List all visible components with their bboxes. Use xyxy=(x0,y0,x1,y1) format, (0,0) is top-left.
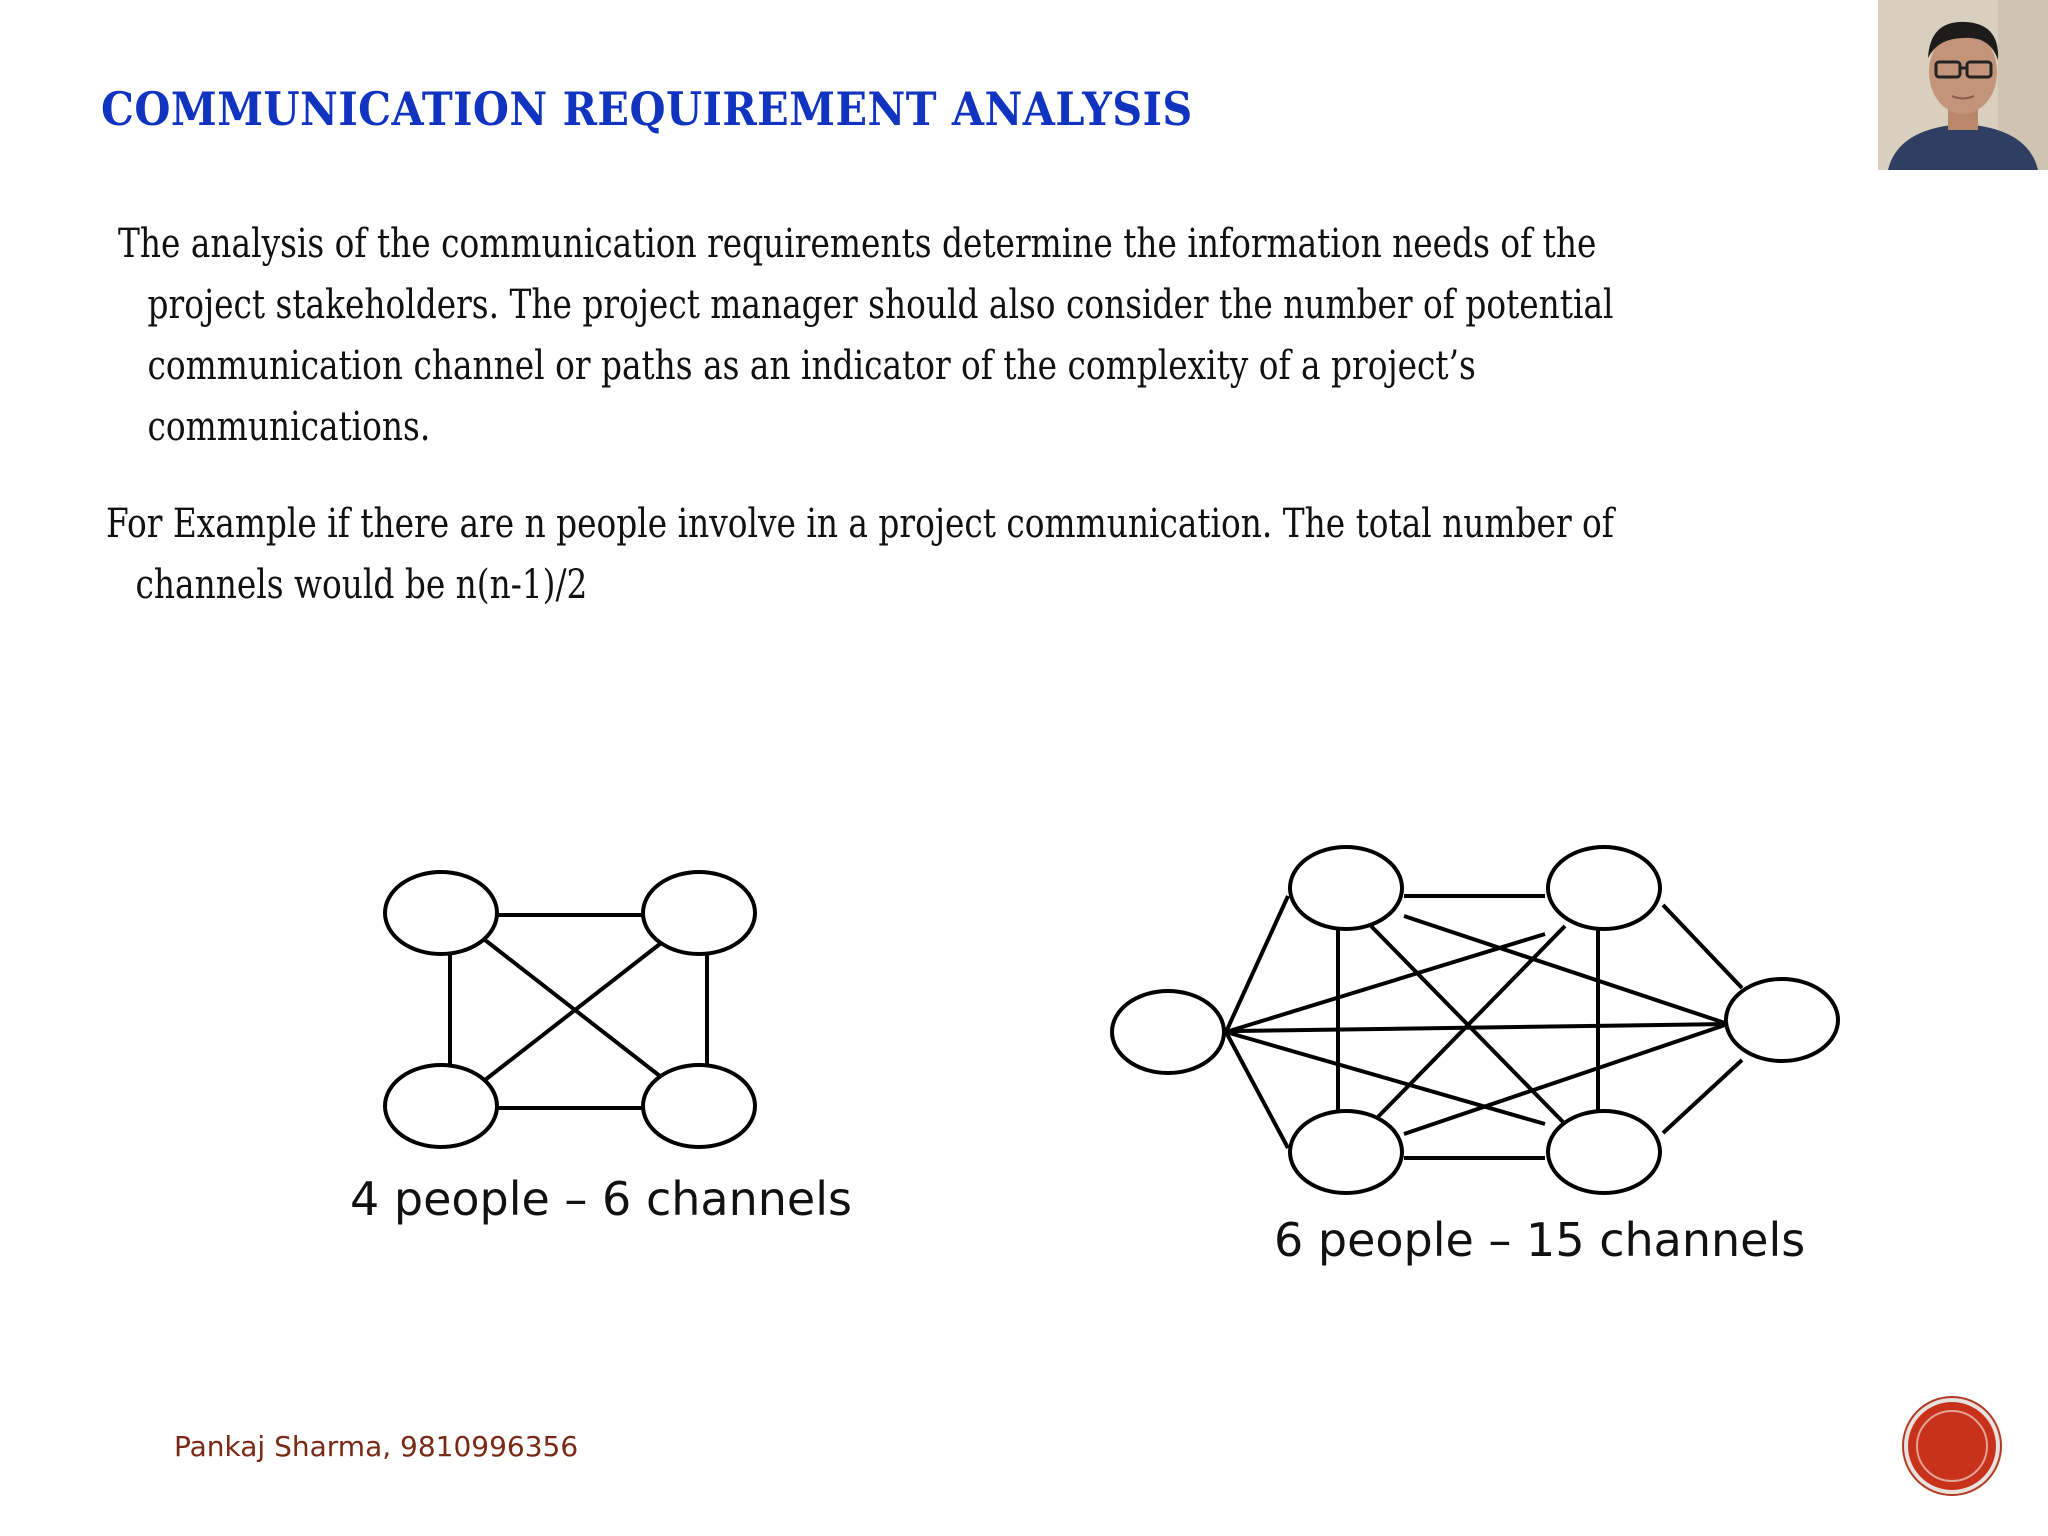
paragraph-example-line: For Example if there are n people involve in a project communication. The total number of xyxy=(106,501,1614,547)
caption-4-people: 4 people – 6 channels xyxy=(350,1172,852,1226)
diagram-6-edges xyxy=(1168,896,1742,1158)
paragraph-example-line: channels would be n(n-1)/2 xyxy=(135,562,588,608)
paragraph-intro-line: project stakeholders. The project manager should also consider the number of potential xyxy=(147,282,1614,328)
person-node xyxy=(1548,847,1660,929)
person-node xyxy=(643,872,755,954)
diagram-6-people xyxy=(1112,847,1838,1193)
presenter-webcam-icon xyxy=(1878,0,2048,170)
footer-author: Pankaj Sharma, 9810996356 xyxy=(174,1430,579,1463)
presenter-avatar xyxy=(1878,0,2048,170)
channel-edge xyxy=(1663,1060,1742,1133)
paragraph-intro-line: communication channel or paths as an indicator of the complexity of a project’s xyxy=(147,343,1476,389)
person-node xyxy=(385,1065,497,1147)
person-node xyxy=(1726,979,1838,1061)
person-node xyxy=(1548,1111,1660,1193)
diagram-4-people xyxy=(385,872,755,1147)
channel-edge xyxy=(1226,896,1288,1032)
person-node xyxy=(1290,1111,1402,1193)
person-node xyxy=(643,1065,755,1147)
channel-edge xyxy=(1663,905,1742,988)
slide-title: COMMUNICATION REQUIREMENT ANALYSIS xyxy=(101,82,1193,136)
person-node xyxy=(1290,847,1402,929)
channel-edge xyxy=(1226,1032,1288,1148)
caption-6-people: 6 people – 15 channels xyxy=(1274,1213,1806,1267)
person-node xyxy=(385,872,497,954)
paragraph-intro-line: The analysis of the communication requirements determine the information needs of the xyxy=(118,221,1597,267)
person-node xyxy=(1112,991,1224,1073)
slide-nav-button-icon[interactable] xyxy=(1908,1402,1996,1490)
paragraph-intro-line: communications. xyxy=(147,404,431,450)
